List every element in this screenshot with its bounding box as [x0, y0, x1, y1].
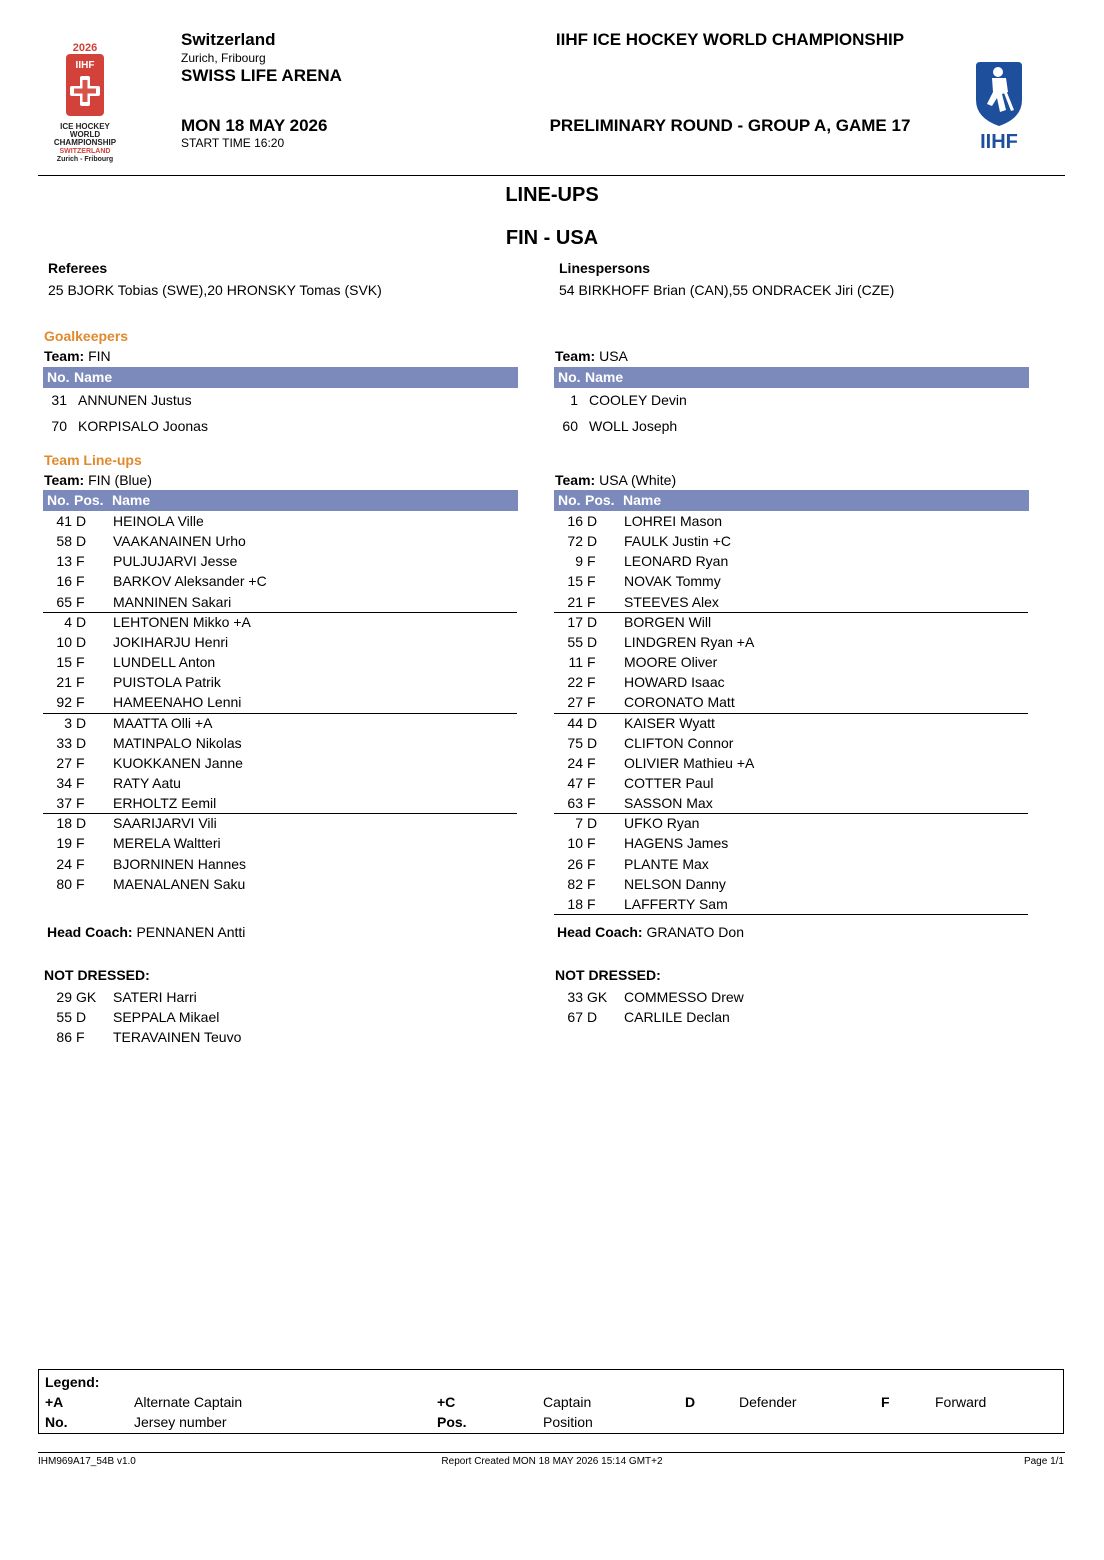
jersey-number: 31 — [51, 392, 67, 408]
player-position: D — [587, 1009, 598, 1026]
player-name: MAENALANEN Saku — [113, 875, 246, 892]
player-row — [555, 551, 1029, 571]
linespersons-label: Linespersons — [559, 260, 651, 276]
player-name: VAAKANAINEN Urho — [113, 533, 246, 550]
player-position: F — [587, 674, 596, 691]
col-name: Name — [623, 492, 662, 508]
jersey-number: 33 — [56, 734, 72, 751]
team-prefix: Team: — [555, 348, 596, 364]
legend-desc-jersey: Jersey number — [134, 1414, 227, 1430]
player-row — [44, 592, 518, 612]
player-row — [555, 773, 1029, 793]
header-divider — [38, 175, 1065, 176]
team-prefix: Team: — [555, 472, 596, 488]
fin-team-colour: FIN (Blue) — [88, 472, 152, 488]
championship-title: IIHF ICE HOCKEY WORLD CHAMPIONSHIP — [555, 30, 905, 49]
jersey-number: 58 — [56, 533, 72, 550]
player-row — [44, 612, 518, 632]
player-name: LINDGREN Ryan +A — [624, 633, 755, 650]
player-row — [44, 813, 518, 833]
player-row — [44, 773, 518, 793]
jersey-number: 17 — [567, 613, 583, 630]
col-no: No. — [558, 492, 581, 508]
player-position: F — [587, 754, 596, 771]
player-position: D — [587, 714, 598, 731]
player-name: COMMESSO Drew — [624, 989, 744, 1005]
player-name: COTTER Paul — [624, 774, 714, 791]
player-name: CORONATO Matt — [624, 694, 735, 711]
jersey-number: 55 — [56, 1009, 72, 1026]
jersey-number: 65 — [56, 593, 72, 610]
usa-head-coach-name: GRANATO Don — [646, 924, 744, 940]
jersey-number: 16 — [56, 573, 72, 590]
document-title: LINE-UPS — [505, 184, 599, 206]
player-name: CARLILE Declan — [624, 1009, 730, 1026]
player-row — [555, 854, 1029, 874]
head-coach-label: Head Coach: — [557, 924, 643, 940]
player-position: F — [76, 855, 85, 872]
legend-key-defender: D — [685, 1394, 696, 1410]
player-name: LAFFERTY Sam — [624, 895, 728, 912]
not-dressed-row — [555, 987, 1029, 1007]
jersey-number: 7 — [575, 815, 583, 832]
player-row — [44, 833, 518, 853]
usa-gk-table-header — [554, 367, 1029, 388]
player-name: ERHOLTZ Eemil — [113, 795, 217, 812]
goalkeeper-row — [45, 390, 515, 410]
player-row — [44, 511, 518, 531]
player-row — [44, 672, 518, 692]
venue-arena: SWISS LIFE ARENA — [181, 66, 342, 85]
player-position: GK — [587, 989, 608, 1005]
jersey-number: 86 — [56, 1029, 72, 1046]
referees-names: 25 BJORK Tobias (SWE),20 HRONSKY Tomas (SVK) — [48, 282, 382, 298]
player-position: F — [587, 795, 596, 812]
col-pos: Pos. — [74, 492, 104, 508]
player-position: D — [587, 513, 598, 529]
event-logo-line4: SWITZERLAND — [59, 148, 111, 155]
goalkeeper-row — [45, 416, 515, 436]
event-logo-line5: Zurich - Fribourg — [56, 156, 114, 163]
player-position: F — [587, 875, 596, 892]
player-name: JOKIHARJU Henri — [113, 633, 229, 650]
player-name: LUNDELL Anton — [113, 654, 216, 671]
jersey-number: 10 — [567, 835, 583, 852]
fin-head-coach-name: PENNANEN Antti — [136, 924, 246, 940]
player-name: HEINOLA Ville — [113, 513, 204, 529]
player-position: F — [76, 1029, 85, 1046]
jersey-number: 18 — [567, 895, 583, 912]
player-row — [555, 692, 1029, 712]
player-position: D — [587, 633, 598, 650]
jersey-number: 70 — [51, 418, 67, 434]
player-position: F — [76, 553, 85, 570]
jersey-number: 24 — [567, 754, 583, 771]
player-position: F — [587, 593, 596, 610]
player-name: PULJUJARVI Jesse — [113, 553, 238, 570]
usa-team-colour: USA (White) — [599, 472, 677, 488]
jersey-number: 47 — [567, 774, 583, 791]
legend-desc-defender: Defender — [739, 1394, 797, 1410]
player-name: LEHTONEN Mikko +A — [113, 613, 251, 630]
head-coach-label: Head Coach: — [47, 924, 133, 940]
legend-key-alt-captain: +A — [45, 1394, 64, 1410]
jersey-number: 55 — [567, 633, 583, 650]
player-row — [555, 713, 1029, 733]
referees-label: Referees — [48, 260, 108, 276]
player-name: SATERI Harri — [113, 989, 197, 1005]
player-name: KORPISALO Joonas — [78, 418, 208, 434]
player-name: ANNUNEN Justus — [78, 392, 192, 408]
player-row — [555, 874, 1029, 894]
usa-not-dressed-title: NOT DRESSED: — [555, 967, 661, 983]
player-position: F — [76, 835, 85, 852]
jersey-number: 92 — [56, 694, 72, 711]
col-no: No. — [558, 369, 581, 385]
player-row — [555, 793, 1029, 813]
match-title: FIN - USA — [505, 227, 599, 249]
venue-country: Switzerland — [181, 30, 276, 49]
player-name: LOHREI Mason — [624, 513, 723, 529]
player-name: PUISTOLA Patrik — [113, 674, 221, 691]
event-logo-abbr: IIHF — [75, 60, 95, 71]
legend-key-captain: +C — [437, 1394, 456, 1410]
player-name: UFKO Ryan — [624, 815, 700, 832]
player-position: F — [587, 654, 596, 671]
jersey-number: 67 — [567, 1009, 583, 1026]
player-name: KUOKKANEN Janne — [113, 754, 243, 771]
jersey-number: 63 — [567, 795, 583, 812]
player-position: GK — [76, 989, 97, 1005]
player-row — [555, 894, 1029, 914]
player-name: STEEVES Alex — [624, 593, 719, 610]
player-row — [555, 672, 1029, 692]
player-name: COOLEY Devin — [589, 392, 687, 408]
jersey-number: 21 — [56, 674, 72, 691]
player-position: F — [76, 774, 85, 791]
player-row — [555, 632, 1029, 652]
player-position: F — [76, 694, 85, 711]
not-dressed-row — [555, 1007, 1029, 1027]
fin-lineup-table-header — [43, 490, 518, 511]
player-row — [555, 571, 1029, 591]
player-position: D — [76, 815, 87, 832]
player-name: BARKOV Aleksander +C — [113, 573, 267, 590]
player-row — [555, 652, 1029, 672]
fin-gk-team-label — [44, 348, 111, 364]
player-row — [44, 793, 518, 813]
player-position: F — [76, 754, 85, 771]
player-name: MERELA Waltteri — [113, 835, 221, 852]
player-position: D — [76, 633, 87, 650]
player-name: BJORNINEN Hannes — [113, 855, 247, 872]
col-no: No. — [47, 492, 70, 508]
player-row — [555, 733, 1029, 753]
usa-lineup-team-label — [555, 472, 676, 488]
player-name: MANNINEN Sakari — [113, 593, 232, 610]
player-name: CLIFTON Connor — [624, 734, 734, 751]
jersey-number: 3 — [64, 714, 72, 731]
player-name: LEONARD Ryan — [624, 553, 729, 570]
player-name: SAARIJARVI Vili — [113, 815, 217, 832]
player-position: F — [587, 694, 596, 711]
player-name: HAMEENAHO Lenni — [113, 694, 242, 711]
legend-key-forward: F — [881, 1394, 890, 1410]
event-logo-line3: CHAMPIONSHIP — [53, 138, 117, 147]
player-position: D — [76, 613, 87, 630]
player-position: F — [587, 553, 596, 570]
line-separator — [554, 914, 1028, 915]
legend-key-position: Pos. — [437, 1414, 467, 1430]
jersey-number: 11 — [568, 654, 583, 671]
player-row — [44, 531, 518, 551]
player-name: NOVAK Tommy — [624, 573, 721, 590]
player-position: D — [76, 714, 87, 731]
game-date: MON 18 MAY 2026 — [181, 116, 328, 135]
fin-head-coach — [47, 924, 245, 940]
player-row — [44, 713, 518, 733]
venue-city: Zurich, Fribourg — [181, 51, 266, 65]
fin-team-code: FIN — [88, 348, 111, 364]
goalkeepers-section-title: Goalkeepers — [44, 328, 129, 344]
game-start-time: START TIME 16:20 — [181, 136, 285, 150]
goalkeeper-row — [556, 416, 1026, 436]
team-prefix: Team: — [44, 472, 85, 488]
player-row — [555, 753, 1029, 773]
linespersons-names: 54 BIRKHOFF Brian (CAN),55 ONDRACEK Jiri (CZE) — [559, 282, 895, 298]
footer-divider — [38, 1452, 1065, 1453]
doc-id: IHM969A17_54B v1.0 — [38, 1456, 136, 1467]
jersey-number: 16 — [567, 513, 583, 529]
player-name: BORGEN Will — [624, 613, 712, 630]
player-position: F — [76, 654, 85, 671]
goalkeeper-row — [556, 390, 1026, 410]
event-logo-line2: WORLD — [69, 130, 101, 139]
player-position: D — [587, 734, 598, 751]
player-position: D — [76, 1009, 87, 1026]
player-position: D — [76, 734, 87, 751]
jersey-number: 24 — [56, 855, 72, 872]
player-position: D — [76, 513, 87, 529]
player-position: F — [76, 593, 85, 610]
event-logo-year: 2026 — [72, 42, 98, 54]
player-position: D — [587, 815, 598, 832]
player-row — [555, 833, 1029, 853]
usa-gk-team-label — [555, 348, 628, 364]
player-name: NELSON Danny — [624, 875, 726, 892]
player-position: D — [76, 533, 87, 550]
col-pos: Pos. — [585, 492, 615, 508]
player-name: SEPPALA Mikael — [113, 1009, 220, 1026]
player-name: FAULK Justin +C — [624, 533, 731, 550]
fin-lineup-team-label — [44, 472, 152, 488]
jersey-number: 26 — [567, 855, 583, 872]
jersey-number: 34 — [56, 774, 72, 791]
jersey-number: 44 — [567, 714, 583, 731]
col-name: Name — [74, 369, 113, 385]
event-logo-line1: ICE HOCKEY — [60, 122, 110, 131]
fin-not-dressed-title: NOT DRESSED: — [44, 967, 150, 983]
jersey-number: 27 — [56, 754, 72, 771]
jersey-number: 15 — [56, 654, 72, 671]
not-dressed-row — [44, 1027, 518, 1047]
col-no: No. — [47, 369, 70, 385]
player-name: RATY Aatu — [113, 774, 181, 791]
jersey-number: 41 — [56, 513, 72, 529]
player-name: KAISER Wyatt — [624, 714, 715, 731]
player-row — [44, 571, 518, 591]
player-position: F — [76, 674, 85, 691]
legend-desc-alt-captain: Alternate Captain — [134, 1394, 243, 1410]
player-row — [44, 632, 518, 652]
player-position: D — [587, 613, 598, 630]
jersey-number: 1 — [570, 392, 578, 408]
jersey-number: 60 — [562, 418, 578, 434]
not-dressed-row — [44, 1007, 518, 1027]
jersey-number: 19 — [56, 835, 72, 852]
player-row — [44, 753, 518, 773]
jersey-number: 80 — [56, 875, 72, 892]
team-lineups-section-title: Team Line-ups — [44, 452, 142, 468]
iihf-logo-text: IIHF — [980, 131, 1018, 152]
player-name: MOORE Oliver — [624, 654, 718, 671]
player-name: MATINPALO Nikolas — [113, 734, 242, 751]
jersey-number: 15 — [567, 573, 583, 590]
jersey-number: 4 — [64, 613, 72, 630]
legend-desc-forward: Forward — [935, 1394, 987, 1410]
player-position: D — [587, 533, 598, 550]
player-row — [555, 813, 1029, 833]
jersey-number: 72 — [567, 533, 583, 550]
usa-team-code: USA — [599, 348, 628, 364]
jersey-number: 9 — [575, 553, 583, 570]
jersey-number: 10 — [56, 633, 72, 650]
player-position: F — [587, 573, 596, 590]
not-dressed-row — [44, 987, 518, 1007]
player-position: F — [587, 895, 596, 912]
player-row — [44, 551, 518, 571]
round-title: PRELIMINARY ROUND - GROUP A, GAME 17 — [549, 116, 911, 135]
event-logo — [44, 40, 130, 165]
player-row — [44, 874, 518, 894]
player-position: F — [587, 774, 596, 791]
team-prefix: Team: — [44, 348, 85, 364]
jersey-number: 82 — [567, 875, 583, 892]
player-name: WOLL Joseph — [589, 418, 678, 434]
player-position: F — [76, 875, 85, 892]
col-name: Name — [585, 369, 624, 385]
jersey-number: 13 — [56, 553, 72, 570]
player-name: OLIVIER Mathieu +A — [624, 754, 755, 771]
jersey-number: 29 — [56, 989, 72, 1005]
player-row — [44, 652, 518, 672]
fin-gk-table-header — [43, 367, 518, 388]
col-name: Name — [112, 492, 151, 508]
jersey-number: 75 — [567, 734, 583, 751]
legend-desc-position: Position — [543, 1414, 593, 1430]
jersey-number: 27 — [567, 694, 583, 711]
player-row — [555, 511, 1029, 531]
player-position: F — [76, 573, 85, 590]
player-name: HAGENS James — [624, 835, 729, 852]
player-row — [555, 531, 1029, 551]
player-name: SASSON Max — [624, 795, 713, 812]
jersey-number: 18 — [56, 815, 72, 832]
player-row — [555, 592, 1029, 612]
usa-lineup-table-header — [554, 490, 1029, 511]
player-position: F — [76, 795, 85, 812]
page-number: Page 1/1 — [1023, 1456, 1064, 1467]
legend-box — [38, 1369, 1064, 1434]
player-name: PLANTE Max — [624, 855, 709, 872]
iihf-logo — [962, 60, 1036, 152]
player-position: F — [587, 835, 596, 852]
report-created: Report Created MON 18 MAY 2026 15:14 GMT+2 — [441, 1456, 663, 1467]
legend-title: Legend: — [45, 1374, 100, 1390]
jersey-number: 21 — [567, 593, 583, 610]
player-row — [44, 692, 518, 712]
jersey-number: 22 — [567, 674, 583, 691]
player-row — [44, 733, 518, 753]
player-name: TERAVAINEN Teuvo — [113, 1029, 242, 1046]
legend-key-jersey: No. — [45, 1414, 68, 1430]
usa-head-coach — [557, 924, 744, 940]
player-row — [44, 854, 518, 874]
player-position: F — [587, 855, 596, 872]
player-name: HOWARD Isaac — [624, 674, 725, 691]
player-name: MAATTA Olli +A — [113, 714, 213, 731]
jersey-number: 33 — [567, 989, 583, 1005]
legend-desc-captain: Captain — [543, 1394, 592, 1410]
jersey-number: 37 — [56, 795, 72, 812]
player-row — [555, 612, 1029, 632]
